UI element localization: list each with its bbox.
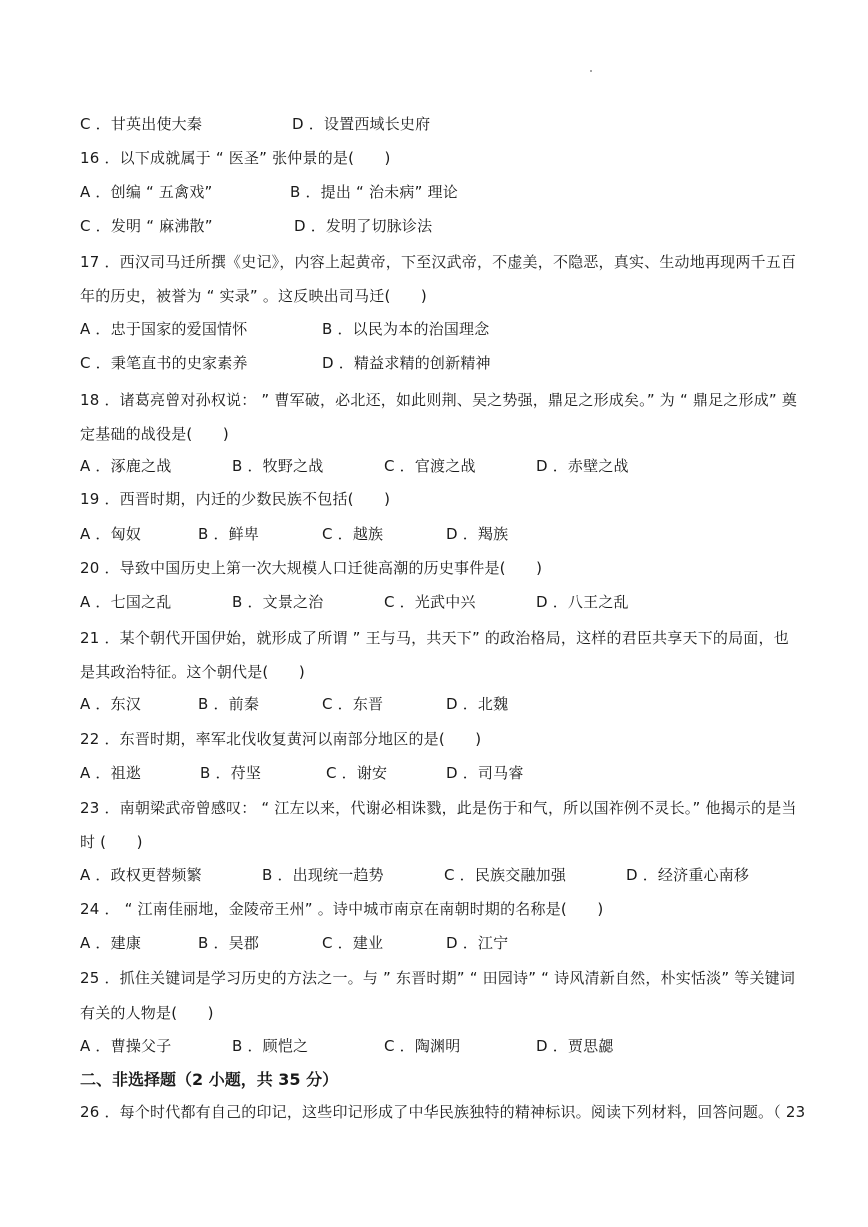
q25-option-b: B ．顾恺之 — [232, 1037, 309, 1055]
q21-stem-line2: 是其政治特征。这个朝代是( ) — [80, 663, 305, 681]
q23-option-a: A ．政权更替频繁 — [80, 866, 202, 884]
q20-option-c: C ．光武中兴 — [384, 593, 476, 611]
q22-option-a: A ．祖逖 — [80, 764, 142, 782]
q21-option-d: D ．北魏 — [446, 695, 509, 713]
q20-option-d: D ．八王之乱 — [536, 593, 629, 611]
q16-option-d: D ．发明了切脉诊法 — [294, 217, 433, 235]
scan-speck — [590, 70, 592, 72]
q17-option-b: B ．以民为本的治国理念 — [322, 320, 490, 338]
q25-stem-line1: 25 ．抓住关键词是学习历史的方法之一。与 ” 东晋时期” “ 田园诗” “ 诗风清新自然，朴实恬淡” 等关键词 — [80, 969, 796, 987]
q19-option-d: D ．羯族 — [446, 525, 509, 543]
q21-option-a: A ．东汉 — [80, 695, 142, 713]
q19-option-a: A ．匈奴 — [80, 525, 142, 543]
q23-stem-line2: 时 ( ) — [80, 833, 143, 851]
q22-option-b: B ．苻坚 — [200, 764, 262, 782]
q19-option-b: B ．鲜卑 — [198, 525, 260, 543]
q16-option-c: C ．发明 “ 麻沸散” — [80, 217, 213, 235]
q15-option-d: D ．设置西域长史府 — [292, 115, 431, 133]
q21-option-c: C ．东晋 — [322, 695, 384, 713]
q23-option-d: D ．经济重心南移 — [626, 866, 750, 884]
q24-option-b: B ．吴郡 — [198, 934, 260, 952]
q15-option-c: C ．甘英出使大秦 — [80, 115, 203, 133]
q16-option-a: A ．创编 “ 五禽戏” — [80, 183, 213, 201]
section-heading: 二、非选择题（2 小题，共 35 分） — [80, 1070, 339, 1089]
q18-option-b: B ．牧野之战 — [232, 457, 324, 475]
q25-stem-line2: 有关的人物是( ) — [80, 1004, 214, 1022]
q18-stem-line1: 18 ．诸葛亮曾对孙权说： ” 曹军破，必北还，如此则荆、吴之势强，鼎足之形成矣。” 为 “ 鼎足之形成” 奠 — [80, 391, 798, 409]
q24-option-a: A ．建康 — [80, 934, 142, 952]
q19-option-c: C ．越族 — [322, 525, 384, 543]
q24-option-c: C ．建业 — [322, 934, 384, 952]
q18-stem-line2: 定基础的战役是( ) — [80, 425, 229, 443]
q22-stem: 22 ．东晋时期，率军北伐收复黄河以南部分地区的是( ) — [80, 730, 482, 748]
q25-option-c: C ．陶渊明 — [384, 1037, 461, 1055]
q17-stem-line2: 年的历史，被誉为 “ 实录” 。这反映出司马迁( ) — [80, 287, 427, 305]
q24-stem: 24 ． “ 江南佳丽地，金陵帝王州” 。诗中城市南京在南朝时期的名称是( ) — [80, 900, 604, 918]
q22-option-d: D ．司马睿 — [446, 764, 524, 782]
q20-option-a: A ．七国之乱 — [80, 593, 172, 611]
q17-option-c: C ．秉笔直书的史家素养 — [80, 354, 248, 372]
q25-option-d: D ．贾思勰 — [536, 1037, 614, 1055]
q17-option-a: A ．忠于国家的爱国情怀 — [80, 320, 248, 338]
q20-stem: 20 ．导致中国历史上第一次大规模人口迁徙高潮的历史事件是( ) — [80, 559, 543, 577]
q18-option-a: A ．涿鹿之战 — [80, 457, 172, 475]
q21-stem-line1: 21 ．某个朝代开国伊始，就形成了所谓 ” 王与马，共天下” 的政治格局，这样的君臣共享天下的局面，也 — [80, 629, 789, 647]
q17-stem-line1: 17 ．西汉司马迁所撰《史记》，内容上起黄帝，下至汉武帝，不虚美，不隐恶，真实、生动地再现两千五百 — [80, 253, 797, 271]
q18-option-c: C ．官渡之战 — [384, 457, 476, 475]
q24-option-d: D ．江宁 — [446, 934, 509, 952]
q16-option-b: B ．提出 “ 治未病” 理论 — [290, 183, 458, 201]
q16-stem: 16 ．以下成就属于 “ 医圣” 张仲景的是( ) — [80, 149, 391, 167]
q23-option-b: B ．出现统一趋势 — [262, 866, 384, 884]
q19-stem: 19 ．西晋时期，内迁的少数民族不包括( ) — [80, 490, 391, 508]
q18-option-d: D ．赤壁之战 — [536, 457, 629, 475]
q23-option-c: C ．民族交融加强 — [444, 866, 567, 884]
q21-option-b: B ．前秦 — [198, 695, 260, 713]
q17-option-d: D ．精益求精的创新精神 — [322, 354, 491, 372]
q22-option-c: C ．谢安 — [326, 764, 388, 782]
q20-option-b: B ．文景之治 — [232, 593, 324, 611]
q23-stem-line1: 23 ．南朝梁武帝曾感叹： “ 江左以来，代谢必相诛戮，此是伤于和气，所以国祚例不灵长。” 他揭示的是当 — [80, 799, 797, 817]
q25-option-a: A ．曹操父子 — [80, 1037, 172, 1055]
q26-stem: 26 ．每个时代都有自己的印记，这些印记形成了中华民族独特的精神标识。阅读下列材料，回答问题。（ 23 — [80, 1103, 806, 1121]
